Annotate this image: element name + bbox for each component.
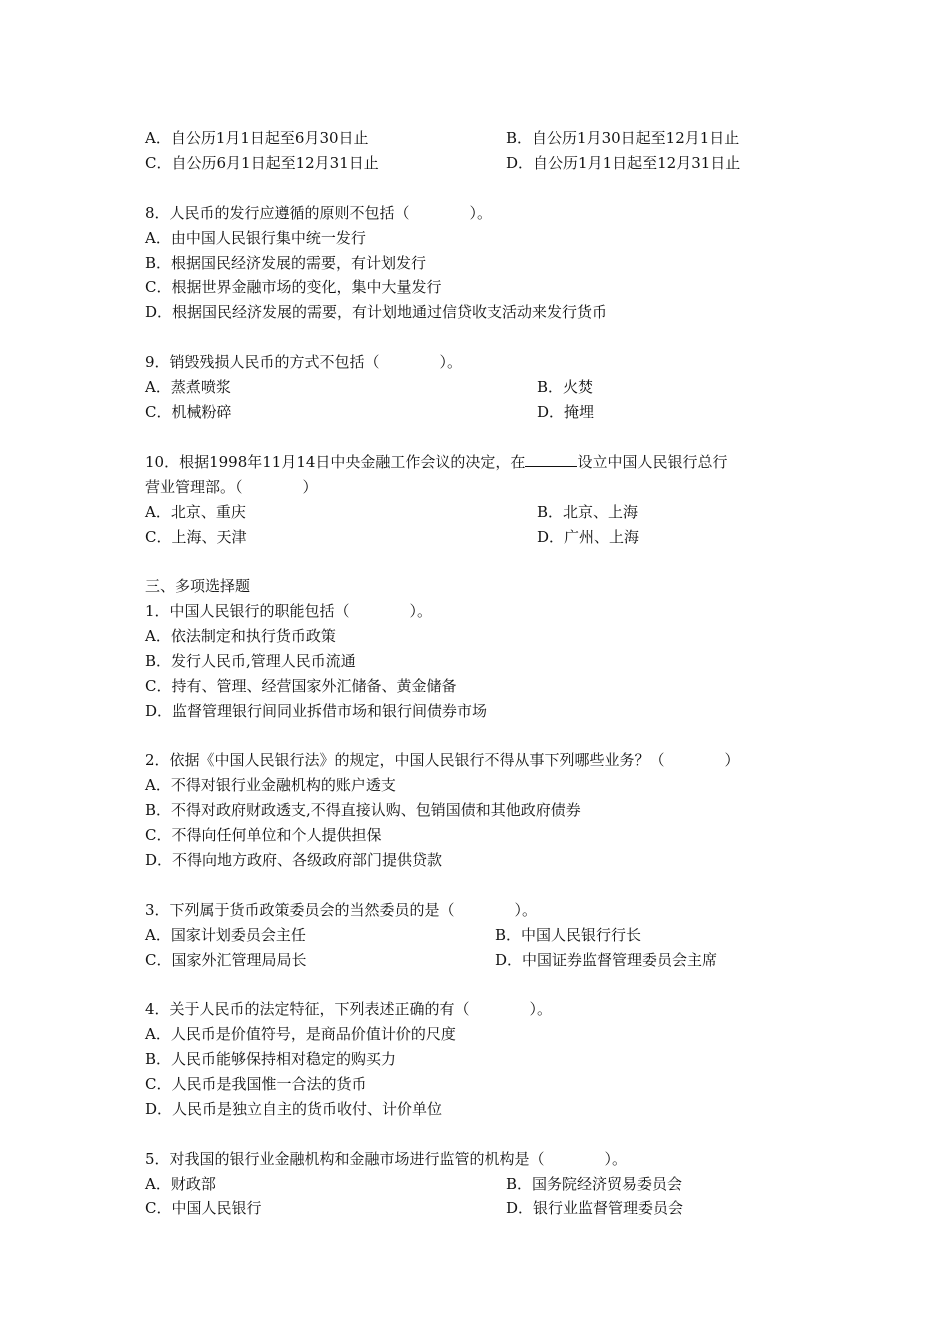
m4-option-d: D．人民币是独立自主的货币收付、计价单位 xyxy=(145,1100,443,1118)
q8-option-a: A．由中国人民银行集中统一发行 xyxy=(145,229,366,247)
q9-stem: 9．销毁残损人民币的方式不包括（ ）。 xyxy=(145,353,463,371)
m1-option-d: D．监督管理银行间同业拆借市场和银行间债券市场 xyxy=(145,702,488,720)
q10-option-d: D．广州、上海 xyxy=(537,528,640,546)
q7-option-a: A．自公历1月1日起至6月30日止 xyxy=(145,129,369,147)
m5-option-a: A．财政部 xyxy=(145,1175,216,1193)
m4-option-c: C．人民币是我国惟一合法的货币 xyxy=(145,1075,367,1093)
m3-option-c: C．国家外汇管理局局长 xyxy=(145,951,307,969)
m5-option-d: D．银行业监督管理委员会 xyxy=(506,1199,684,1217)
q7-option-d: D．自公历1月1日起至12月31日止 xyxy=(506,154,741,172)
m1-option-c: C．持有、管理、经营国家外汇储备、黄金储备 xyxy=(145,677,457,695)
q10-stem xyxy=(145,452,727,472)
q9-option-a: A．蒸煮喷浆 xyxy=(145,378,231,396)
q8-stem: 8．人民币的发行应遵循的原则不包括（ ）。 xyxy=(145,204,493,222)
m1-option-b: B．发行人民币,管理人民币流通 xyxy=(145,652,356,670)
m5-stem: 5．对我国的银行业金融机构和金融市场进行监管的机构是（ ）。 xyxy=(145,1150,628,1168)
q9-option-b: B．火焚 xyxy=(537,378,594,396)
q7-option-c: C．自公历6月1日起至12月31日止 xyxy=(145,154,379,172)
m4-option-b: B．人民币能够保持相对稳定的购买力 xyxy=(145,1050,397,1068)
m5-option-b: B．国务院经济贸易委员会 xyxy=(506,1175,683,1193)
m3-option-a: A．国家计划委员会主任 xyxy=(145,926,306,944)
section-title: 三、多项选择题 xyxy=(145,577,251,595)
m2-option-b: B．不得对政府财政透支,不得直接认购、包销国债和其他政府债券 xyxy=(145,801,581,819)
q9-option-c: C．机械粉碎 xyxy=(145,403,232,421)
q7-option-b: B．自公历1月30日起至12月1日止 xyxy=(506,129,740,147)
m5-option-c: C．中国人民银行 xyxy=(145,1199,262,1217)
q10-option-b: B．北京、上海 xyxy=(537,503,639,521)
q9-option-d: D．掩埋 xyxy=(537,403,595,421)
m4-option-a: A．人民币是价值符号，是商品价值计价的尺度 xyxy=(145,1025,456,1043)
q10-option-a: A．北京、重庆 xyxy=(145,503,246,521)
m3-option-b: B．中国人民银行行长 xyxy=(495,926,642,944)
m1-option-a: A．依法制定和执行货币政策 xyxy=(145,627,336,645)
m3-stem: 3．下列属于货币政策委员会的当然委员的是（ ）。 xyxy=(145,901,538,919)
q10-stem-post: 设立中国人民银行总行 xyxy=(577,453,728,471)
m2-option-a: A．不得对银行业金融机构的账户透支 xyxy=(145,776,396,794)
q8-option-c: C．根据世界金融市场的变化，集中大量发行 xyxy=(145,278,442,296)
m2-stem: 2．依据《中国人民银行法》的规定，中国人民银行不得从事下列哪些业务？（ ） xyxy=(145,751,740,769)
q10-stem-line2: 营业管理部。（ ） xyxy=(145,478,318,496)
q10-option-c: C．上海、天津 xyxy=(145,528,247,546)
answer-blank xyxy=(525,452,577,467)
q8-option-d: D．根据国民经济发展的需要，有计划地通过信贷收支活动来发行货币 xyxy=(145,303,608,321)
m4-stem: 4．关于人民币的法定特征，下列表述正确的有（ ）。 xyxy=(145,1000,553,1018)
m2-option-d: D．不得向地方政府、各级政府部门提供贷款 xyxy=(145,851,443,869)
q10-stem-pre: 10．根据1998年11月14日中央金融工作会议的决定，在 xyxy=(145,453,526,471)
m3-option-d: D．中国证券监督管理委员会主席 xyxy=(495,951,718,969)
q8-option-b: B．根据国民经济发展的需要，有计划发行 xyxy=(145,254,427,272)
m2-option-c: C．不得向任何单位和个人提供担保 xyxy=(145,826,382,844)
m1-stem: 1．中国人民银行的职能包括（ ）。 xyxy=(145,602,433,620)
